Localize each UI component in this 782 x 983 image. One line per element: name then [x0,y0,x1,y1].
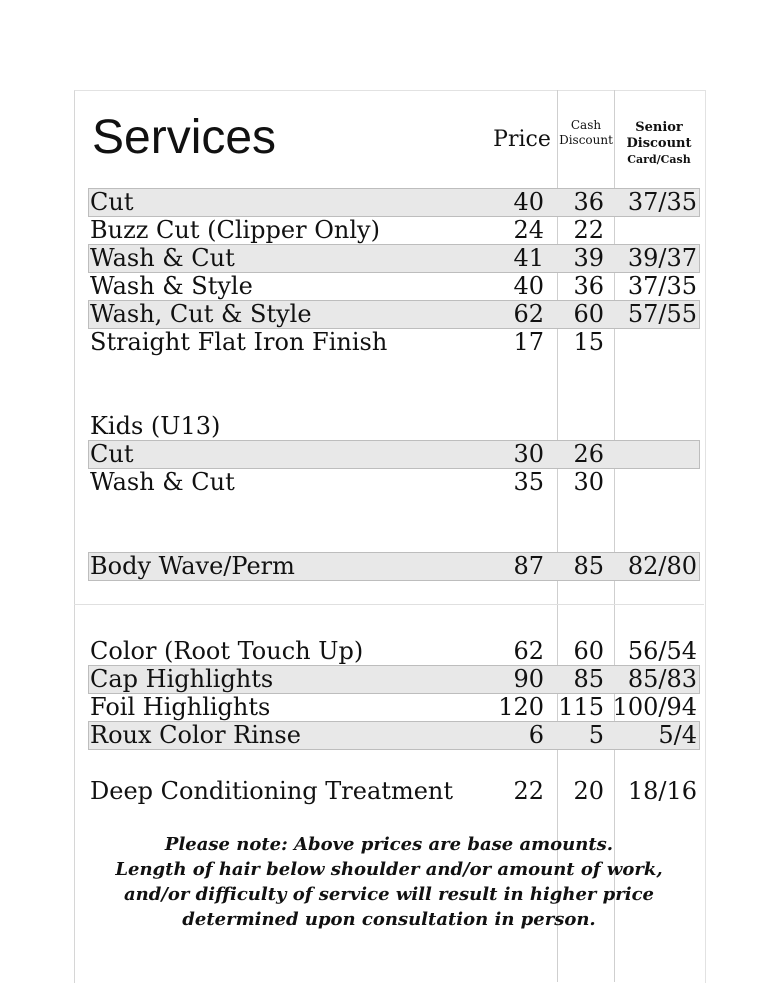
service-name: Deep Conditioning Treatment [90,777,453,805]
service-name: Cap Highlights [90,665,274,693]
service-name: Body Wave/Perm [90,552,295,580]
service-price: 87 [513,552,544,580]
cash-header-line1: Cash [570,118,602,132]
service-row [89,638,699,665]
service-senior-price: 37/35 [627,188,697,216]
service-senior-price: 57/55 [627,300,697,328]
senior-header-line1: Senior [635,120,683,135]
note-line: determined upon consultation in person. [182,909,596,930]
service-name: Cut [90,188,134,216]
service-cash-price: 85 [573,665,604,693]
service-cash-price: 5 [588,721,604,749]
service-name: Wash, Cut & Style [90,300,312,328]
service-row [89,778,699,805]
service-name: Wash & Style [90,272,253,300]
note-line: Length of hair below shoulder and/or amount of work, [115,859,663,880]
service-name: Wash & Cut [90,244,235,272]
service-cash-price: 36 [573,272,604,300]
service-senior-price: 100/94 [612,693,697,721]
service-row [89,245,699,272]
service-cash-price: 26 [573,440,604,468]
service-name: Roux Color Rinse [90,721,301,749]
pricing-note [74,832,704,932]
section-divider [74,604,704,605]
service-name: Cut [90,440,134,468]
service-cash-price: 15 [573,328,604,356]
service-row [89,694,699,721]
service-row [89,666,699,693]
service-row [89,469,699,496]
senior-header-line2: Discount [626,136,692,152]
service-senior-price: 56/54 [627,637,697,665]
service-price: 62 [513,637,544,665]
cash-discount-header [556,118,616,148]
service-name: Color (Root Touch Up) [90,637,364,665]
service-price: 24 [513,216,544,244]
service-price: 40 [513,188,544,216]
service-row [89,329,699,356]
service-name: Foil Highlights [90,693,271,721]
service-senior-price: 5/4 [658,721,697,749]
service-senior-price: 82/80 [627,552,697,580]
service-row [89,273,699,300]
service-cash-price: 60 [573,637,604,665]
service-price: 30 [513,440,544,468]
price-header: Price [493,127,551,152]
service-name: Straight Flat Iron Finish [90,328,388,356]
service-price: 22 [513,777,544,805]
service-name: Wash & Cut [90,468,235,496]
service-row [89,217,699,244]
service-cash-price: 39 [573,244,604,272]
service-cash-price: 85 [573,552,604,580]
service-price: 41 [513,244,544,272]
service-row [89,441,699,468]
service-price: 17 [513,328,544,356]
page-title: Services [92,111,277,164]
service-senior-price: 85/83 [627,665,697,693]
note-line: Please note: Above prices are base amounts. [164,834,614,855]
kids-section-label: Kids (U13) [90,412,221,440]
service-price: 90 [513,665,544,693]
service-row [89,722,699,749]
service-senior-price: 39/37 [627,244,697,272]
service-row [89,301,699,328]
service-price: 120 [498,693,544,721]
senior-discount-header [614,120,704,166]
cash-header-line2: Discount [559,133,613,147]
senior-header-line3: Card/Cash [627,152,691,166]
service-price: 6 [528,721,544,749]
service-cash-price: 60 [573,300,604,328]
service-senior-price: 18/16 [627,777,697,805]
service-cash-price: 30 [573,468,604,496]
service-row [89,189,699,216]
service-senior-price: 37/35 [627,272,697,300]
service-price: 35 [513,468,544,496]
service-name: Buzz Cut (Clipper Only) [90,216,380,244]
service-cash-price: 22 [573,216,604,244]
service-price: 40 [513,272,544,300]
service-price: 62 [513,300,544,328]
note-line: and/or difficulty of service will result in higher price [124,884,654,905]
service-cash-price: 36 [573,188,604,216]
service-row [89,553,699,580]
service-cash-price: 115 [558,693,604,721]
service-cash-price: 20 [573,777,604,805]
